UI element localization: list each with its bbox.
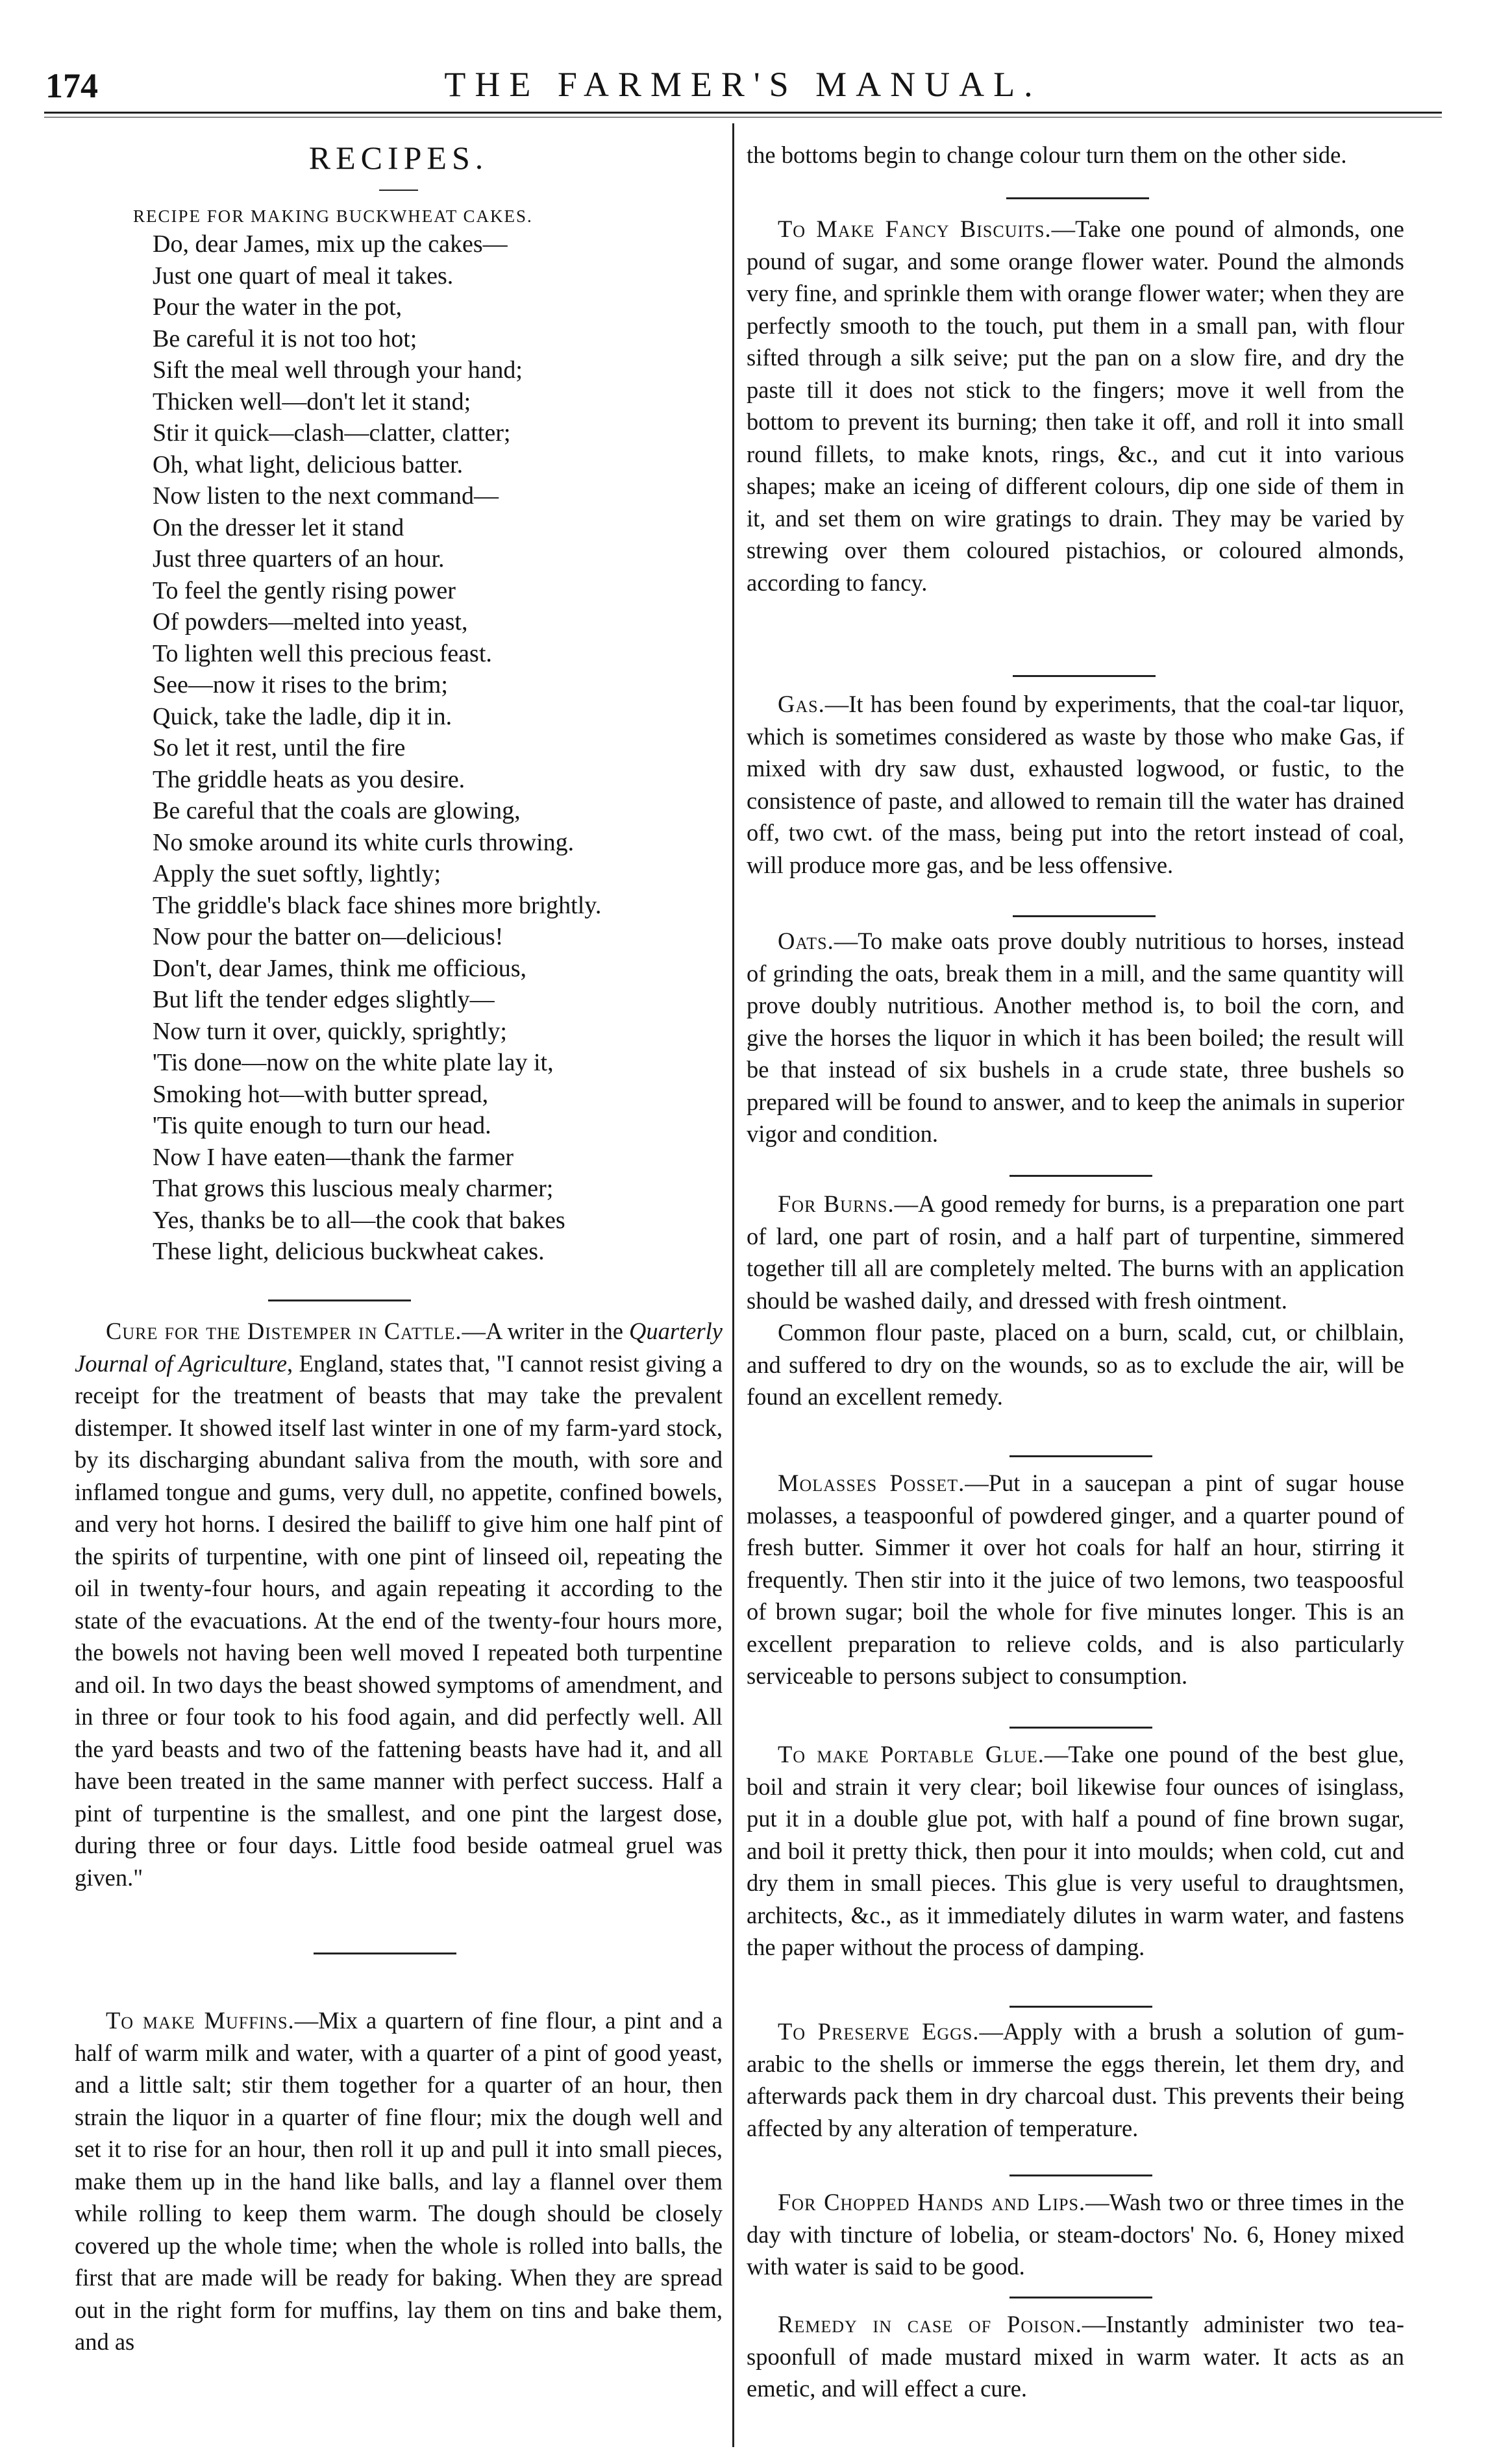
article-molasses-posset [747, 1467, 1404, 1692]
poem-line: Yes, thanks be to all—the cook that bakes [153, 1206, 565, 1234]
header-rule [44, 112, 1442, 114]
section-divider [1006, 197, 1149, 199]
poem-line: Don't, dear James, think me officious, [153, 954, 527, 982]
section-heading: RECIPES. [308, 140, 489, 176]
article-title: To Make Fancy Biscuits. [778, 216, 1052, 242]
article-text: —A good remedy for burns, is a preparation one part of lard, one part of rosin, and a half part of turpentine, simmered together till all are completely melted. The burns with an application should be washed daily, and dressed with fresh ointment. [747, 1190, 1404, 1314]
section-divider [1009, 1455, 1152, 1457]
article-text: —A writer in the [462, 1318, 630, 1344]
poem-line: Pour the water in the pot, [153, 293, 402, 321]
heading-rule [379, 190, 418, 191]
section-divider [1009, 2174, 1152, 2176]
article-text: —Take one pound of the best glue, boil and strain it very clear; boil likewise four ounces of isinglass, put it in a double glue pot, with half a pound of fine brown sugar, and boil it pretty thick, then pour it into moulds; when cold, cut and dry them in small pieces. This glue is very useful to draughtsmen, architects, &c., as it immediately dilutes in warm water, and fastens the paper without the process of damping. [747, 1741, 1404, 1960]
article-title: To Preserve Eggs. [778, 2018, 980, 2045]
poem-line: Thicken well—don't let it stand; [153, 388, 471, 415]
poem-line: But lift the tender edges slightly— [153, 986, 495, 1013]
page-number: 174 [45, 66, 98, 105]
article-burns [747, 1188, 1404, 1413]
poem-line: Be careful that the coals are glowing, [153, 797, 521, 824]
article-gas [747, 688, 1404, 881]
article-title: To make Portable Glue. [778, 1741, 1045, 1768]
section-divider [1009, 2297, 1152, 2298]
section-divider [1009, 1727, 1152, 1729]
poem-line: Now I have eaten—thank the farmer [153, 1143, 514, 1171]
poem-line: No smoke around its white curls throwing. [153, 828, 575, 856]
poem-line: See—now it rises to the brim; [153, 671, 448, 698]
article-oats [747, 925, 1404, 1150]
article-text: —Mix a quartern of fine flour, a pint and a half of warm milk and water, with a quarter of a pint of good yeast, and a little salt; stir them together for a quarter of an hour, then strain the liquor in a quarter of fine flour; mix the dough well and set it to rise for an hour, then roll it up and pull it into small pieces, make them up in the hand like balls, and lay a flannel over them while rolling to keep them warm. The dough should be closely covered up the whole time; when the whole is rolled into balls, the first that are made will be ready for baking. When they are spread out in the right form for muffins, lay them on tins and bake them, and as [75, 2007, 723, 2355]
poem-line: That grows this luscious mealy charmer; [153, 1175, 554, 1202]
poem-line: 'Tis quite enough to turn our head. [153, 1112, 491, 1139]
poem-line: Apply the suet softly, lightly; [153, 860, 441, 887]
running-title: THE FARMER'S MANUAL. [444, 65, 1042, 104]
poem-line: Now turn it over, quickly, sprightly; [153, 1017, 507, 1045]
article-text: —Wash two or three times in the day with tincture of lobelia, or steam-doctors' No. 6, Honey mixed with water is said to be good. [747, 2189, 1405, 2280]
article-title: For Burns. [778, 1190, 895, 1217]
article-text: —It has been found by experiments, that the coal-tar liquor, which is sometimes considered as waste by those who make Gas, if mixed with dry saw dust, exhausted logwood, or fustic, to the consistence of paste, and allowed to remain till the water has drained off, two cwt. of the mass, being put into the retort instead of coal, will produce more gas, and be less offensive. [747, 691, 1404, 878]
poem-line: Now listen to the next command— [153, 482, 499, 510]
article-text: —Take one pound of almonds, one pound of sugar, and some orange flower water. Pound the almonds very fine, and sprinkle them with orange flower water; when they are perfectly smooth to the touch, put them in a small pan, with flour sifted through a silk seive; put the pan on a slow fire, and dry the paste till it does not stick to the fingers; move it well from the bottom to prevent its burning; then take it off, and roll it into small round fillets, to make knots, rings, &c., and cut it into various shapes; make an iceing of different colours, dip one side of them in it, and set them on wire gratings to drain. They may be varied by strewing over them coloured pistachios, or coloured almonds, according to fancy. [747, 216, 1405, 596]
poem-line: Be careful it is not too hot; [153, 325, 417, 352]
article-portable-glue [747, 1738, 1404, 1964]
article-title: To make Muffins. [106, 2007, 295, 2034]
article-muffins-continued [747, 139, 1404, 171]
article-text: —Apply with a brush a solution of gum-arabic to the shells or immerse the eggs therein, let them dry, and afterwards pack them in dry charcoal dust. This prevents their being affected by any alteration of temperature. [747, 2018, 1404, 2141]
article-title: For Chopped Hands and Lips. [778, 2189, 1086, 2215]
poem-line: Smoking hot—with butter spread, [153, 1080, 489, 1108]
poem-line: Sift the meal well through your hand; [153, 356, 523, 384]
article-text: —Put in a saucepan a pint of sugar house molasses, a teaspoonful of powdered ginger, and a quarter pound of fresh butter. Simmer it over hot coals for half an hour, stirring it frequently. Then stir into it the juice of two lemons, two teaspoosful of brown sugar; boil the whole for five minutes longer. This is an excellent preparation to relieve colds, and is also particularly serviceable to persons subject to consumption. [747, 1470, 1405, 1689]
poem-line: 'Tis done—now on the white plate lay it, [153, 1049, 554, 1076]
poem-line: The griddle's black face shines more brightly. [153, 891, 602, 919]
section-divider [1013, 915, 1156, 917]
article-text: —To make oats prove doubly nutritious to horses, instead of grinding the oats, break them in a mill, and the same quantity will prove doubly nutritious. Another method is, to boil the corn, and give the horses the liquor in which it has been boiled; the result will be that instead of six bushels in a crude state, three bushels so prepared will be found to answer, and to keep the animals in superior vigor and condition. [747, 928, 1404, 1147]
poem-line: On the dresser let it stand [153, 513, 404, 541]
section-divider [1013, 675, 1156, 677]
section-divider [314, 1953, 456, 1954]
poem-line: Just one quart of meal it takes. [153, 262, 454, 290]
article-preserve-eggs [747, 2015, 1404, 2144]
poem-line: Do, dear James, mix up the cakes— [153, 230, 508, 258]
article-text: the bottoms begin to change colour turn them on the other side. [747, 142, 1347, 168]
article-text: Common flour paste, placed on a burn, scald, cut, or chilblain, and suffered to dry on the wounds, so as to exclude the air, will be found an excellent remedy. [747, 1319, 1404, 1410]
poem-line: These light, delicious buckwheat cakes. [153, 1238, 545, 1265]
article-title: Cure for the Distemper in Cattle. [106, 1318, 462, 1344]
poem-body [153, 228, 601, 1268]
section-divider [1009, 1175, 1152, 1177]
article-muffins [75, 2004, 723, 2358]
article-fancy-biscuits [747, 213, 1404, 598]
poem-line: Of powders—melted into yeast, [153, 608, 468, 635]
article-title: Gas. [778, 691, 825, 717]
poem-title: RECIPE FOR MAKING BUCKWHEAT CAKES. [133, 206, 533, 226]
article-title: Remedy in case of Poison. [778, 2311, 1082, 2337]
poem-line: Oh, what light, delicious batter. [153, 450, 464, 478]
article-text: , England, states that, "I cannot resist giving a receipt for the treatment of beasts that may take the prevalent distemper. It showed itself last winter in one of my farm-yard stock, by its discharging abundant saliva from the mouth, with sore and inflamed tongue and gums, very dull, no appetite, confined bowels, and very hot horns. I desired the bailiff to give him one half pint of the spirits of turpentine, with one pint of linseed oil, repeating the oil in twenty-four hours, and again repeating it according to the state of the evacuations. At the end of the twenty-four hours more, the bowels not having been well moved I repeated both turpentine and oil. In two days the beast showed symptoms of amendment, and in three or four took to his food again, and did perfectly well. All the yard beasts and two of the fattening beasts have had it, and all have been treated in the same manner with perfect success. Half a pint of turpentine is the smallest, and one pint the largest dose, during three or four days. Little food beside oatmeal gruel was given." [75, 1349, 723, 1891]
poem-line: Just three quarters of an hour. [153, 545, 445, 573]
poem-line: Quick, take the ladle, dip it in. [153, 702, 452, 730]
journal-name: Quarterly Journal of Agriculture [75, 1318, 723, 1377]
article-chapped-hands [747, 2186, 1404, 2283]
section-divider [1009, 2006, 1152, 2008]
poem-line: So let it rest, until the fire [153, 734, 406, 761]
article-title: Molasses Posset. [778, 1470, 965, 1496]
poem-line: Stir it quick—clash—clatter, clatter; [153, 419, 511, 447]
poem-line: To feel the gently rising power [153, 576, 456, 604]
article-distemper [75, 1315, 723, 1893]
article-text: —Instantly administer two tea-spoonfull of made mustard mixed in warm water. It acts as an emetic, and will effect a cure. [747, 2311, 1404, 2402]
section-divider [268, 1300, 411, 1301]
article-poison-remedy [747, 2308, 1404, 2405]
poem-line: Now pour the batter on—delicious! [153, 923, 504, 950]
poem-line: The griddle heats as you desire. [153, 765, 465, 793]
column-divider [732, 123, 734, 2447]
poem-line: To lighten well this precious feast. [153, 639, 492, 667]
article-title: Oats. [778, 928, 834, 954]
